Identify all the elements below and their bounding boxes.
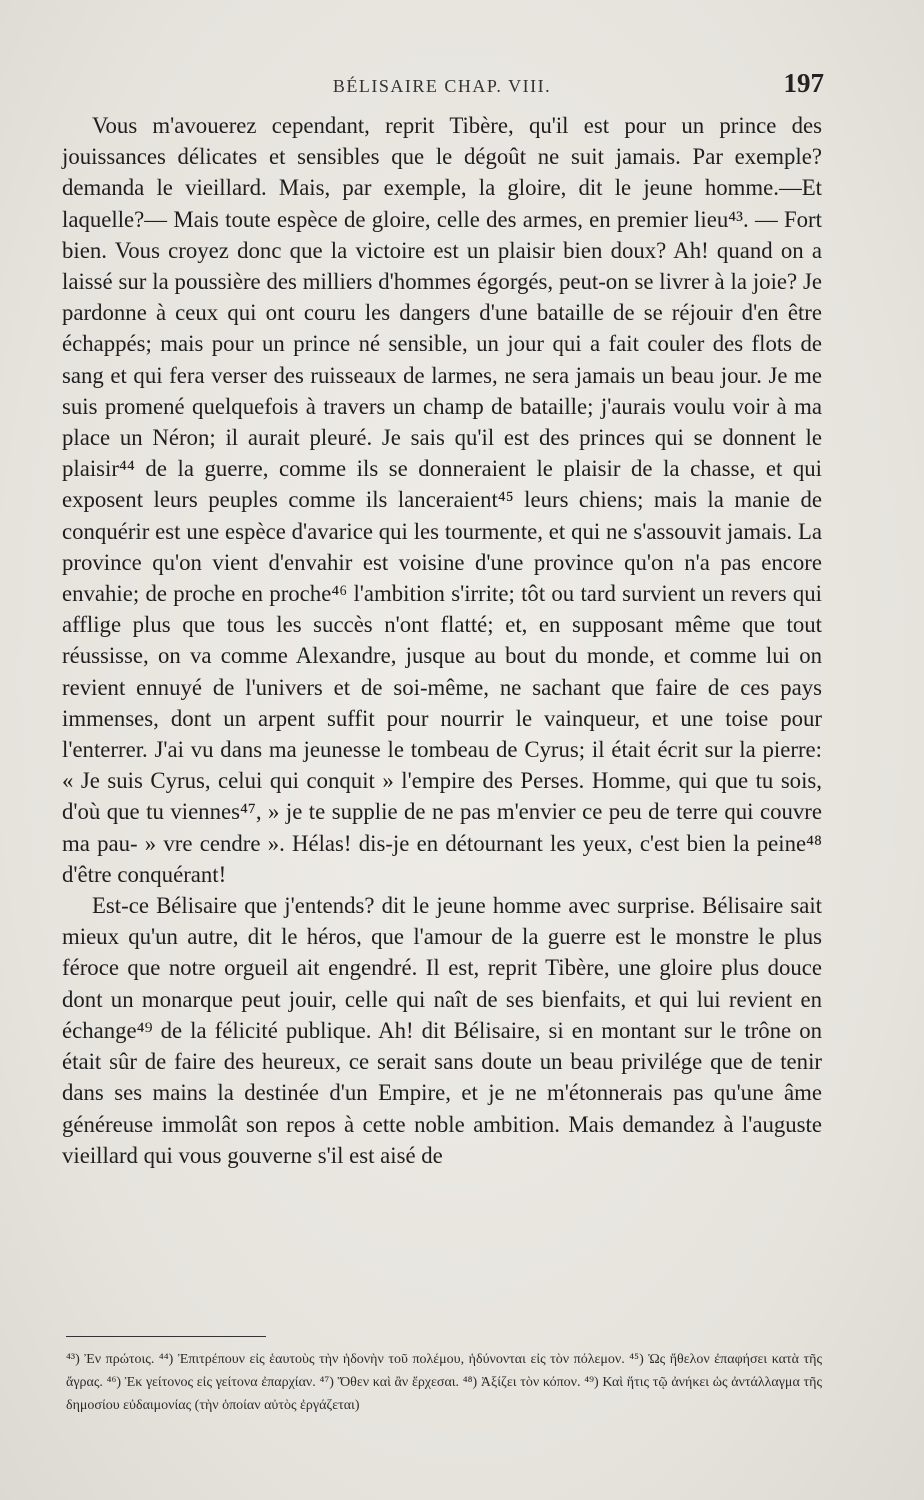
running-head xyxy=(60,70,824,104)
body-text xyxy=(62,110,822,1171)
running-title: BÉLISAIRE CHAP. VIII. xyxy=(332,76,552,96)
paragraph: Est-ce Bélisaire que j'entends? dit le jeune homme avec surprise. Bélisaire sait mieux qu'un autre, dit le héros, que l'amour de la guerre est le monstre le plus féroce que notre orgueil ait engendré. Il est, reprit Tibère, une gloire plus douce dont un monarque peut jouir, celle qui naît de ses bienfaits, et qui lui revient en échange⁴⁹ de la félicité publique. Ah! dit Bélisaire, si en montant sur le trône on était sûr de faire des heureux, ce serait sans doute un beau privilége que de tenir dans ses mains la destinée d'un Empire, et je ne m'étonnerais pas qu'une âme généreuse immolât son repos à cette noble ambition. Mais demandez à l'auguste vieillard qui vous gouverne s'il est aisé de xyxy=(62,893,822,1168)
footnotes xyxy=(66,1348,822,1417)
page-number: 197 xyxy=(783,68,824,98)
paragraph: Vous m'avouerez cependant, reprit Tibère, qu'il est pour un prince des jouissances délicates et sensibles que le dégoût ne suit jamais. Par exemple? demanda le vieillard. Mais, par exemple, la gloire, dit le jeune homme.—Et laquelle?— Mais toute espèce de gloire, celle des armes, en premier lieu⁴³. — Fort bien. Vous croyez donc que la victoire est un plaisir bien doux? Ah! quand on a laissé sur la poussière des milliers d'hommes égorgés, peut-on se livrer à la joie? Je pardonne à ceux qui ont couru les dangers d'une bataille de se réjouir d'en être échappés; mais pour un prince né sensible, un jour qui a fait couler des flots de sang et qui fera verser des ruisseaux de larmes, ne sera jamais un beau jour. Je me suis promené quelquefois à travers un champ de bataille; j'aurais voulu voir à ma place un Néron; il aurait pleuré. Je sais qu'il est des princes qui se donnent le plaisir⁴⁴ de la guerre, comme ils se donneraient le plaisir de la chasse, et qui exposent leurs peuples comme ils lanceraient⁴⁵ leurs chiens; mais la manie de conquérir est une espèce d'avarice qui les tourmente, et qui ne s'assouvit jamais. La province qu'on vient d'envahir est voisine d'une province qu'on n'a pas encore envahie; de proche en proche⁴⁶ l'ambition s'irrite; tôt ou tard survient un revers qui afflige plus que tous les succès n'ont flatté; et, en supposant même que tout réussisse, on va comme Alexandre, jusque au bout du monde, et comme lui on revient ennuyé de l'univers et de soi-même, ne sachant que faire de ces pays immenses, dont un arpent suffit pour nourrir le vainqueur, et une toise pour l'enterrer. J'ai vu dans ma jeunesse le tombeau de Cyrus; il était écrit sur la pierre: « Je suis Cyrus, celui qui conquit » l'empire des Perses. Homme, qui que tu sois, d'où que tu viennes⁴⁷, » je te supplie de ne pas m'envier ce peu de terre qui couvre ma pau- » vre cendre ». Hélas! dis-je en détournant les yeux, c'est bien la peine⁴⁸ d'être conquérant! xyxy=(62,113,822,887)
footnote-divider xyxy=(66,1336,266,1337)
footnote-text: ⁴³) Ἐν πρώτοις. ⁴⁴) Ἐπιτρέπουν εἰς ἑαυτοὺς τὴν ἡδονὴν τοῦ πολέμου, ἡδύνονται εἰς τὸν πόλεμον. ⁴⁵) Ὡς ἤθελον ἐπαφήσει κατὰ τῆς ἄγρας. ⁴⁶) Ἐκ γείτονος εἰς γείτονα ἐπαρχίαν. ⁴⁷) Ὅθεν καὶ ἂν ἔρχεσαι. ⁴⁸) Ἀξίζει τὸν κόπον. ⁴⁹) Καὶ ἥτις τῷ ἀνήκει ὡς ἀντάλλαγμα τῆς δημοσίου εὐδαιμονίας (τὴν ὁποίαν αὐτὸς ἐργάζεται) xyxy=(66,1352,822,1413)
